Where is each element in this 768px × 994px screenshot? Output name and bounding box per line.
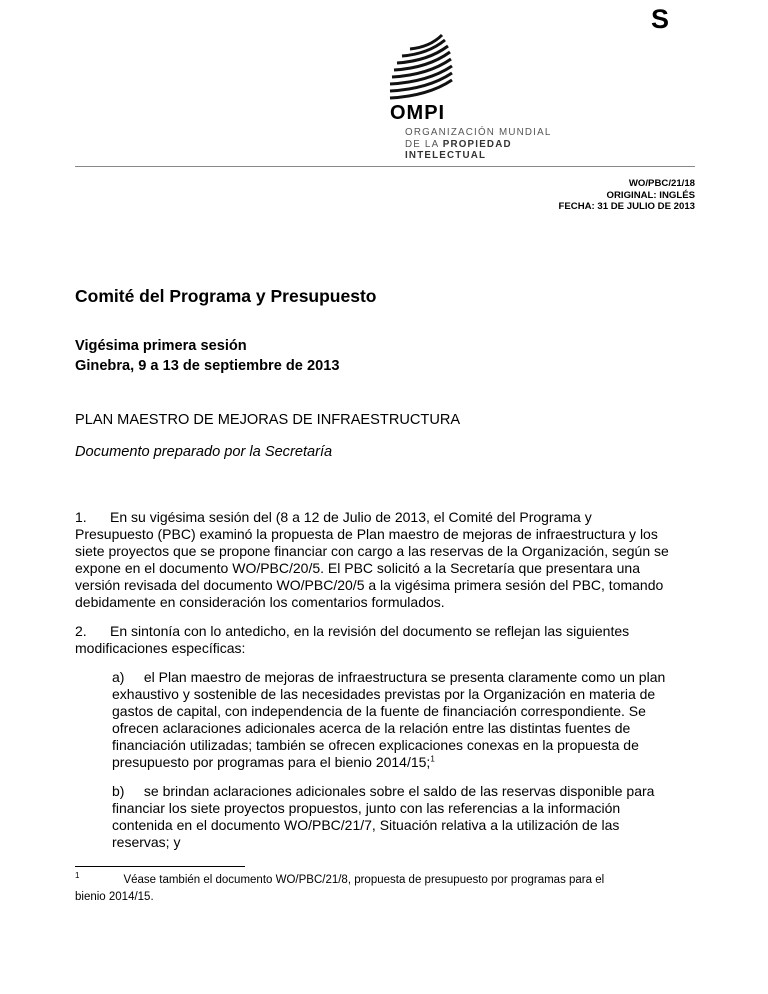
- subitem-b: [112, 783, 725, 851]
- text-line: expone en el documento WO/PBC/20/5. El PBC solicitó a la Secretaría que presentara una: [75, 560, 640, 576]
- document-subject: PLAN MAESTRO DE MEJORAS DE INFRAESTRUCTURA: [75, 412, 461, 428]
- text-line: reservas; y: [112, 834, 181, 850]
- header-divider: [75, 166, 695, 167]
- document-meta: [559, 178, 696, 213]
- committee-title: Comité del Programa y Presupuesto: [75, 286, 377, 306]
- paragraph-2: [75, 623, 725, 657]
- footnote-divider: [75, 866, 245, 867]
- text-line: exhaustivo y sostenible de las necesidades previstas por la Organización en materia de: [112, 686, 656, 702]
- text-line: contenida en el documento WO/PBC/21/7, Situación relativa a la utilización de las: [112, 817, 620, 833]
- text-line: b) se brindan aclaraciones adicionales sobre el saldo de las reservas disponible para: [112, 783, 655, 799]
- session-venue: Ginebra, 9 a 13 de septiembre de 2013: [75, 358, 340, 374]
- footnote-number: 1: [75, 871, 80, 881]
- text-line: Presupuesto (PBC) examinó la propuesta de Plan maestro de mejoras de infraestructura y los: [75, 526, 658, 542]
- doc-date: FECHA: 31 DE JULIO DE 2013: [558, 201, 695, 212]
- footnote: [75, 872, 604, 906]
- text-line: siete proyectos que se propone financiar con cargo a las reservas de la Organización, según se: [75, 543, 669, 559]
- logo-subtitle: [405, 127, 551, 162]
- text-line: 2. En sintonía con lo antedicho, en la revisión del documento se reflejan las siguientes: [75, 623, 630, 639]
- wipo-logo-icon: [388, 30, 458, 102]
- text-line: 1. En su vigésima sesión del (8 a 12 de Julio de 2013, el Comité del Programa y: [75, 509, 592, 525]
- logo-text-bold: PROPIEDAD: [442, 138, 512, 150]
- logo-line: [405, 139, 551, 151]
- original-language: ORIGINAL: INGLÉS: [606, 189, 695, 201]
- language-code: S: [651, 4, 670, 34]
- doc-number: WO/PBC/21/18: [628, 178, 695, 189]
- session-name: Vigésima primera sesión: [75, 338, 247, 354]
- document-body: [75, 509, 725, 863]
- subitem-a: [112, 669, 725, 771]
- footnote-line: bienio 2014/15.: [75, 891, 154, 903]
- text-line: a) el Plan maestro de mejoras de infraestructura se presenta claramente como un plan: [112, 669, 666, 685]
- text-line: versión revisada del documento WO/PBC/20/5 a la vigésima primera sesión del PBC, tomando: [75, 577, 664, 593]
- logo-line: INTELECTUAL: [405, 150, 487, 161]
- logo-line: ORGANIZACIÓN MUNDIAL: [405, 127, 552, 138]
- text-line: debidamente en consideración los comentarios formulados.: [75, 594, 445, 610]
- footnote-text: Véase también el documento WO/PBC/21/8, propuesta de presupuesto por programas para el: [123, 874, 605, 886]
- text-line: modificaciones específicas:: [75, 640, 246, 656]
- footnote-ref: 1: [430, 754, 435, 764]
- logo-text: DE LA: [405, 138, 443, 150]
- text-line: ofrecen aclaraciones adicionales acerca de la relación entre las distintas fuentes de: [112, 720, 631, 736]
- paragraph-1: [75, 509, 725, 611]
- text-line: financiación utilizadas; también se ofrecen explicaciones conexas en la propuesta de: [112, 737, 639, 753]
- text-line: financiar los siete proyectos propuestos, junto con las referencias a la información: [112, 800, 621, 816]
- text-line: gastos de capital, con independencia de la fuente de financiación correspondiente. Se: [112, 703, 646, 719]
- text-line: presupuesto por programas para el bienio 2014/15;$^1$: [112, 754, 435, 770]
- logo-name: OMPI: [390, 102, 446, 124]
- footnote-line: [75, 872, 604, 889]
- prepared-by: Documento preparado por la Secretaría: [75, 444, 333, 460]
